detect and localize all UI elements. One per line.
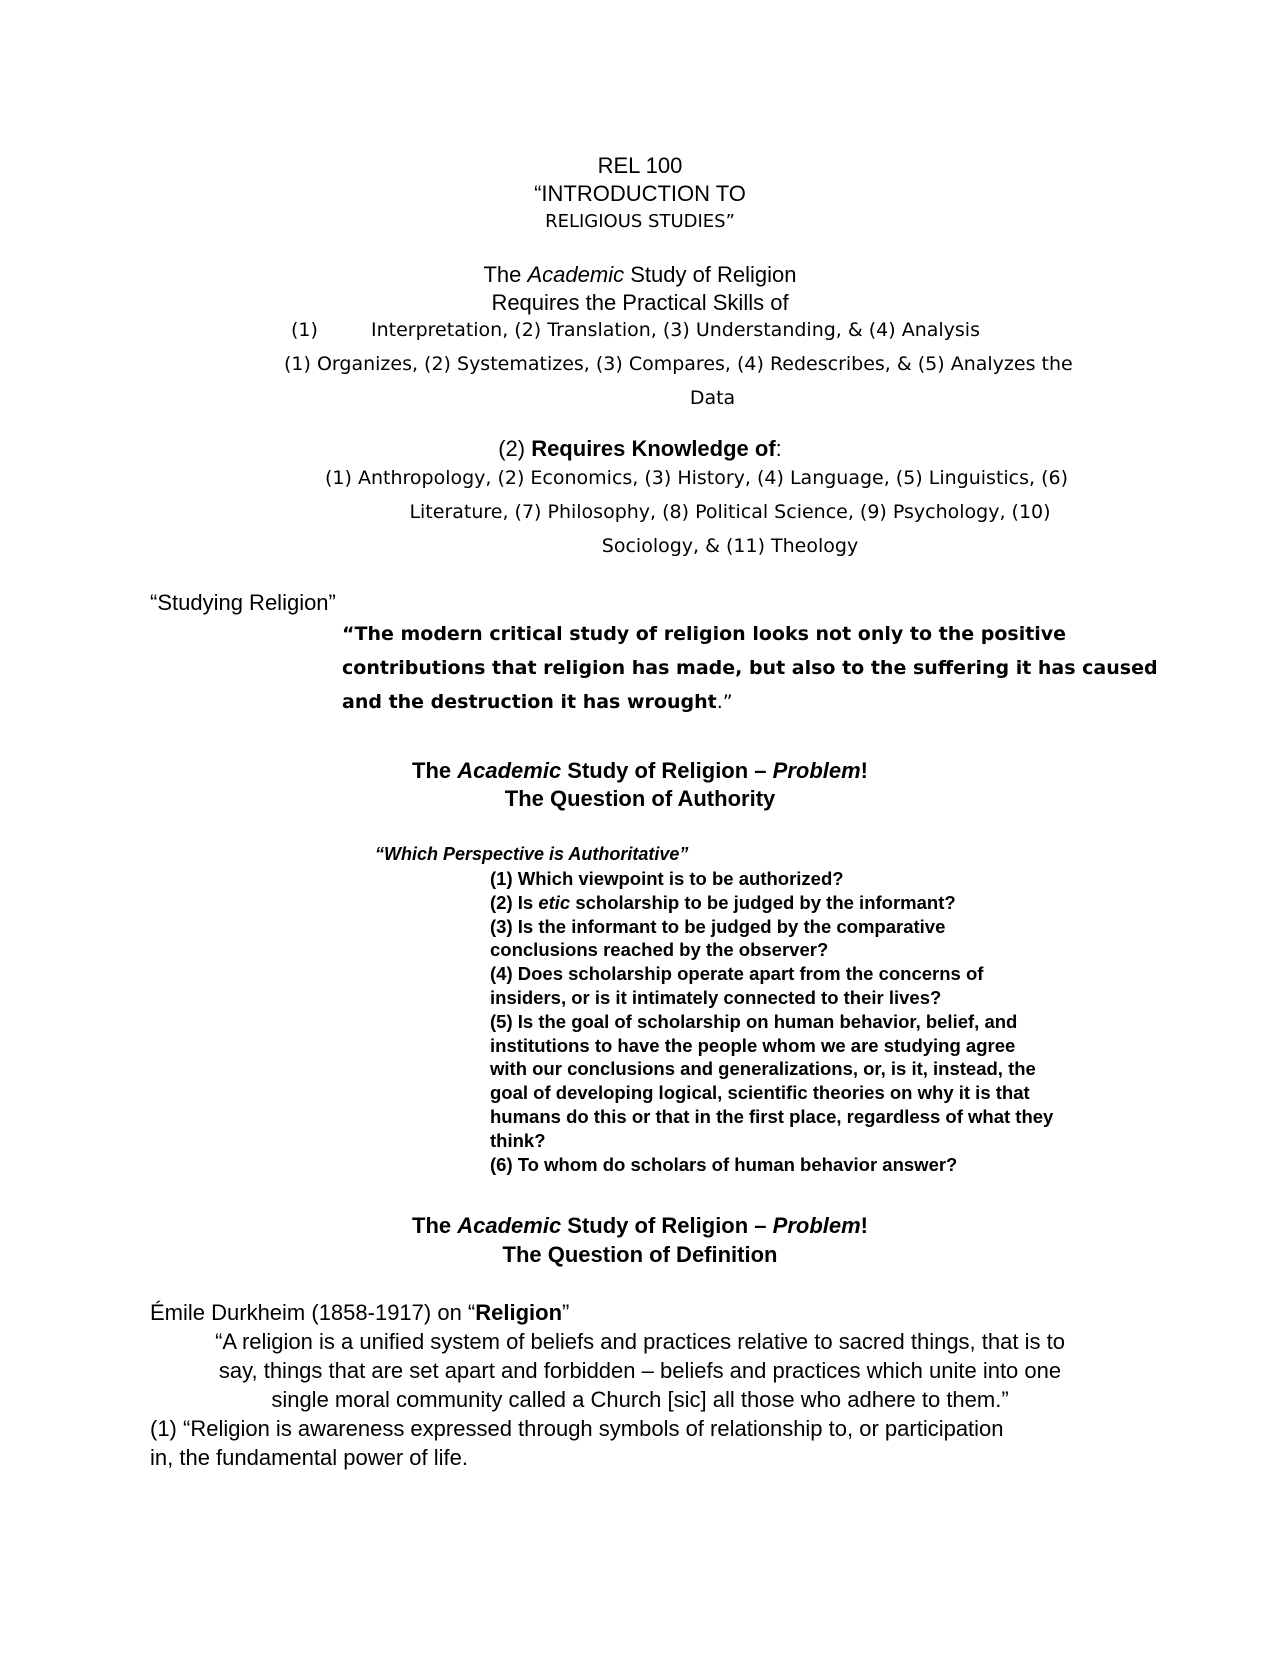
skills-number: (1) — [291, 319, 318, 341]
authority-question-5e: humans do this or that in the first place, regardless of what they — [490, 1106, 1054, 1127]
knowledge-line3: Sociology, & (11) Theology — [601, 535, 859, 557]
perspective-heading: “Which Perspective is Authoritative” — [375, 844, 689, 864]
problem-authority-title: The Academic Study of Religion – Problem! — [412, 758, 868, 783]
course-code: REL 100 — [597, 153, 683, 178]
authority-question-3a: (3) Is the informant to be judged by the comparative — [490, 916, 946, 937]
authority-question-5b: institutions to have the people whom we are studying agree — [490, 1035, 1016, 1056]
knowledge-line2: Literature, (7) Philosophy, (8) Political Science, (9) Psychology, (10) — [409, 501, 1051, 523]
durkheim-quote-line3: single moral community called a Church [sic] all those who adhere to them.” — [271, 1387, 1009, 1412]
authority-question-4b: insiders, or is it intimately connected to their lives? — [490, 987, 942, 1008]
authority-question-3b: conclusions reached by the observer? — [490, 939, 829, 960]
problem-definition-title: The Academic Study of Religion – Problem! — [412, 1213, 868, 1238]
studying-quote-line3: and the destruction it has wrought.” — [342, 691, 733, 713]
studying-religion-heading: “Studying Religion” — [150, 590, 336, 615]
authority-question-5a: (5) Is the goal of scholarship on human behavior, belief, and — [490, 1011, 1018, 1032]
studying-quote-line1: “The modern critical study of religion looks not only to the positive — [342, 623, 1067, 645]
data-skills-line2: Data — [689, 387, 736, 409]
durkheim-quote-line1: “A religion is a unified system of beliefs and practices relative to sacred things, that is to — [215, 1329, 1065, 1354]
academic-study-subtitle: Requires the Practical Skills of — [491, 290, 789, 315]
studying-quote-line2: contributions that religion has made, but also to the suffering it has caused — [342, 657, 1158, 679]
course-title-line2: RELIGIOUS STUDIES” — [545, 211, 735, 232]
knowledge-line1: (1) Anthropology, (2) Economics, (3) History, (4) Language, (5) Linguistics, (6) — [325, 467, 1069, 489]
authority-question-6: (6) To whom do scholars of human behavior answer? — [490, 1154, 958, 1175]
durkheim-quote-line2: say, things that are set apart and forbidden – beliefs and practices which unite into one — [218, 1358, 1062, 1383]
durkheim-heading: Émile Durkheim (1858-1917) on “Religion” — [150, 1300, 570, 1325]
academic-study-title: The Academic Study of Religion — [483, 262, 797, 287]
data-skills-line1: (1) Organizes, (2) Systematizes, (3) Compares, (4) Redescribes, & (5) Analyzes the — [284, 353, 1073, 375]
authority-question-5f: think? — [490, 1130, 546, 1151]
authority-question-4a: (4) Does scholarship operate apart from the concerns of — [490, 963, 984, 984]
authority-question-5d: goal of developing logical, scientific theories on why it is that — [490, 1082, 1030, 1103]
problem-authority-subtitle: The Question of Authority — [504, 786, 776, 811]
problem-definition-subtitle: The Question of Definition — [502, 1242, 778, 1267]
authority-question-2: (2) Is etic scholarship to be judged by the informant? — [490, 892, 956, 913]
religion-definition-line1: (1) “Religion is awareness expressed through symbols of relationship to, or participation — [150, 1416, 1004, 1441]
course-title-line1: “INTRODUCTION TO — [534, 181, 746, 206]
knowledge-heading: (2) Requires Knowledge of: — [498, 436, 782, 461]
authority-question-1: (1) Which viewpoint is to be authorized? — [490, 868, 844, 889]
authority-question-5c: with our conclusions and generalizations, or, is it, instead, the — [490, 1058, 1036, 1079]
skills-list: Interpretation, (2) Translation, (3) Understanding, & (4) Analysis — [371, 319, 980, 341]
religion-definition-line2: in, the fundamental power of life. — [150, 1445, 468, 1470]
